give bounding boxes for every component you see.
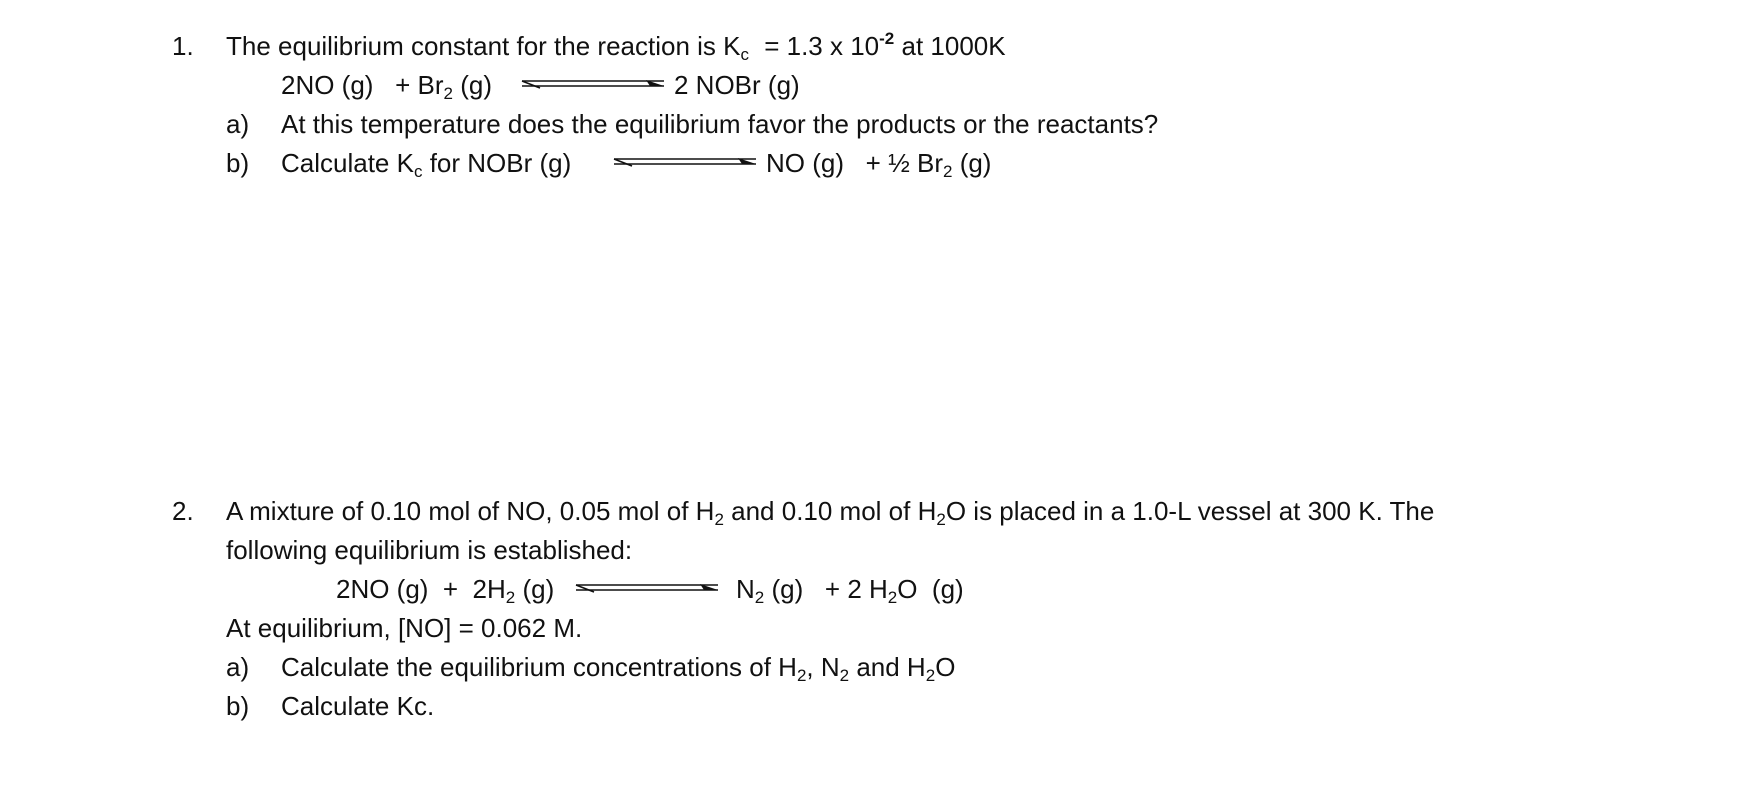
q1-part-b-text [281, 147, 571, 179]
q1-stem-text: The equilibrium constant for the reaction is K [226, 31, 741, 61]
q1-rxn-left-a: 2NO (g) + Br [281, 70, 444, 100]
question-1-number: 1. [172, 31, 194, 61]
q1-part-a-label: a) [226, 109, 250, 139]
q2-reaction-right [736, 573, 964, 605]
q1-part-b-label: b) [226, 148, 250, 178]
q2-rxn-left-b: (g) [515, 574, 555, 604]
q2-rxn-right-c: O (g) [897, 574, 964, 604]
q1-part-b-equilibrium-arrow-icon [612, 154, 758, 170]
q2-line1-sub1: 2 [714, 510, 724, 529]
q1-part-b-right-sub: 2 [943, 162, 953, 181]
q2-reaction-left [336, 573, 554, 605]
q1-part-b-sub: c [413, 162, 423, 181]
q2-part-a-label: a) [226, 652, 250, 682]
q2-line1-c: O is placed in a 1.0-L vessel at 300 K. The [945, 496, 1435, 526]
q2-rxn-right-a: N [736, 574, 755, 604]
q2-part-a-text-c: and H [849, 652, 926, 682]
q2-part-a-sub1: 2 [796, 666, 807, 685]
q2-rxn-left-sub: 2 [505, 588, 516, 607]
question-2-number: 2. [172, 496, 194, 526]
q2-part-a-text-a: Calculate the equilibrium concentrations of H [281, 652, 797, 682]
q2-equilibrium-condition: At equilibrium, [NO] = 0.062 M. [226, 613, 583, 643]
q1-k-value: = 1.3 x 10 [764, 31, 880, 61]
q1-reaction-left [281, 69, 492, 101]
q2-rxn-right-sub2: 2 [887, 588, 898, 607]
q2-rxn-right-sub1: 2 [754, 588, 765, 607]
q1-reaction-right: 2 NOBr (g) [674, 70, 800, 100]
q2-part-a-sub3: 2 [925, 666, 936, 685]
q1-equilibrium-arrow-icon [520, 76, 666, 92]
q2-part-a-text-d: O [935, 652, 956, 682]
q2-equilibrium-arrow-icon [574, 580, 720, 596]
q1-part-b-text-a: Calculate K [281, 148, 414, 178]
q2-part-a-text-b: , N [806, 652, 840, 682]
q1-rxn-left-sub: 2 [443, 84, 454, 103]
q1-k-temperature: at 1000K [901, 31, 1006, 61]
q1-part-b-right-a: NO (g) + ½ Br [766, 148, 943, 178]
q2-part-a-sub2: 2 [839, 666, 850, 685]
question-1-stem [226, 30, 1006, 62]
q2-line1-a: A mixture of 0.10 mol of NO, 0.05 mol of H [226, 496, 715, 526]
q2-line1-sub2: 2 [936, 510, 946, 529]
q2-part-a-text [281, 651, 955, 683]
q1-rxn-left-b: (g) [453, 70, 493, 100]
q2-rxn-left-a: 2NO (g) + 2H [336, 574, 506, 604]
q1-k-exponent: -2 [879, 29, 895, 48]
q1-part-a-text: At this temperature does the equilibrium favor the products or the reactants? [281, 109, 1159, 139]
q2-line-2: following equilibrium is established: [226, 535, 633, 565]
q2-rxn-right-b: (g) + 2 H [764, 574, 888, 604]
q2-part-b-text: Calculate Kc. [281, 691, 435, 721]
q1-k-subscript: c [740, 45, 749, 64]
q1-part-b-right-b: (g) [952, 148, 992, 178]
q2-line-1 [226, 495, 1434, 527]
q2-line1-b: and 0.10 mol of H [723, 496, 937, 526]
q1-part-b-right [766, 147, 991, 179]
q1-part-b-text-b: for NOBr (g) [422, 148, 572, 178]
q2-part-b-label: b) [226, 691, 250, 721]
